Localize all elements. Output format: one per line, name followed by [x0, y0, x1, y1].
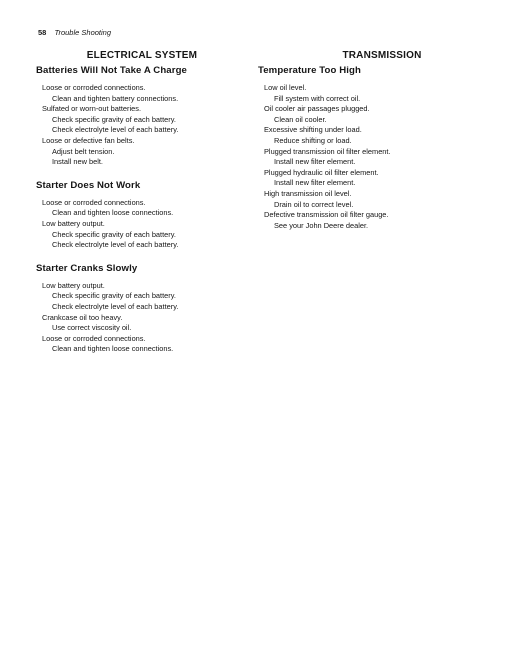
trouble-entry [42, 334, 246, 355]
trouble-entry [42, 219, 246, 251]
trouble-list [36, 198, 246, 251]
subsection-batteries-will-not-take-a-charge [36, 65, 246, 168]
transmission-column [258, 50, 458, 243]
remedy-text: Drain oil to correct level. [274, 199, 354, 209]
problem-text: Low oil level. [264, 83, 307, 92]
trouble-entry [42, 281, 246, 313]
problem-text: Plugged hydraulic oil filter element. [264, 167, 379, 177]
remedy-text: Use correct viscosity oil. [52, 323, 132, 333]
subsection-starter-cranks-slowly [36, 263, 246, 355]
trouble-list [36, 281, 246, 355]
problem-text: Low battery output. [42, 280, 105, 290]
problem-text: Loose or corroded connections. [42, 197, 146, 207]
trouble-entry [42, 83, 246, 104]
remedy-text: Clean and tighten loose connections. [52, 344, 174, 354]
remedy-text: Install new filter element. [274, 157, 356, 167]
trouble-entry [264, 104, 458, 125]
trouble-entry [264, 125, 458, 146]
trouble-list [258, 83, 458, 231]
remedy-text: Clean oil cooler. [274, 114, 327, 124]
problem-text: Loose or defective fan belts. [42, 135, 135, 145]
subsection-temperature-too-high [258, 65, 458, 231]
section-heading: TRANSMISSION [342, 50, 422, 61]
trouble-entry [42, 136, 246, 168]
trouble-entry [42, 104, 246, 136]
problem-text: Sulfated or worn-out batteries. [42, 104, 142, 114]
remedy-text: Check specific gravity of each battery. [52, 229, 176, 239]
problem-text: Defective transmission oil filter gauge. [264, 210, 389, 220]
remedy-text: Clean and tighten battery connections. [52, 93, 179, 103]
subsection-starter-does-not-work [36, 180, 246, 251]
page-number: 58 [38, 28, 47, 37]
remedy-text: Check electrolyte level of each battery. [52, 125, 179, 135]
problem-text: Oil cooler air passages plugged. [264, 104, 370, 114]
remedy-text: Check electrolyte level of each battery. [52, 240, 179, 250]
page-section-title: Trouble Shooting [54, 28, 112, 37]
problem-text: Crankcase oil too heavy. [42, 312, 123, 322]
remedy-text: Adjust belt tension. [52, 146, 115, 156]
remedy-text: Install new filter element. [274, 178, 356, 188]
remedy-text: Clean and tighten loose connections. [52, 208, 174, 218]
remedy-text: See your John Deere dealer. [274, 220, 369, 230]
trouble-list [36, 83, 246, 168]
remedy-text: Reduce shifting or load. [274, 135, 352, 145]
subsection-heading: Starter Cranks Slowly [36, 262, 138, 274]
remedy-text: Install new belt. [52, 157, 103, 167]
remedy-text: Fill system with correct oil. [274, 93, 361, 103]
electrical-system-column [36, 50, 246, 367]
trouble-entry [42, 198, 246, 219]
page-header [38, 28, 111, 37]
trouble-entry [264, 147, 458, 168]
problem-text: Loose or corroded connections. [42, 333, 146, 343]
subsection-heading: Batteries Will Not Take A Charge [36, 65, 187, 76]
subsection-heading: Temperature Too High [258, 65, 361, 76]
trouble-entry [264, 168, 458, 189]
problem-text: Plugged transmission oil filter element. [264, 146, 391, 156]
problem-text: Excessive shifting under load. [264, 125, 362, 135]
problem-text: Loose or corroded connections. [42, 83, 146, 92]
remedy-text: Check specific gravity of each battery. [52, 291, 176, 301]
remedy-text: Check specific gravity of each battery. [52, 114, 176, 124]
trouble-entry [42, 313, 246, 334]
trouble-entry [264, 83, 458, 104]
problem-text: High transmission oil level. [264, 188, 352, 198]
trouble-entry [264, 210, 458, 231]
problem-text: Low battery output. [42, 218, 105, 228]
subsection-heading: Starter Does Not Work [36, 179, 141, 191]
trouble-entry [264, 189, 458, 210]
section-heading: ELECTRICAL SYSTEM [86, 50, 198, 61]
remedy-text: Check electrolyte level of each battery. [52, 301, 179, 311]
